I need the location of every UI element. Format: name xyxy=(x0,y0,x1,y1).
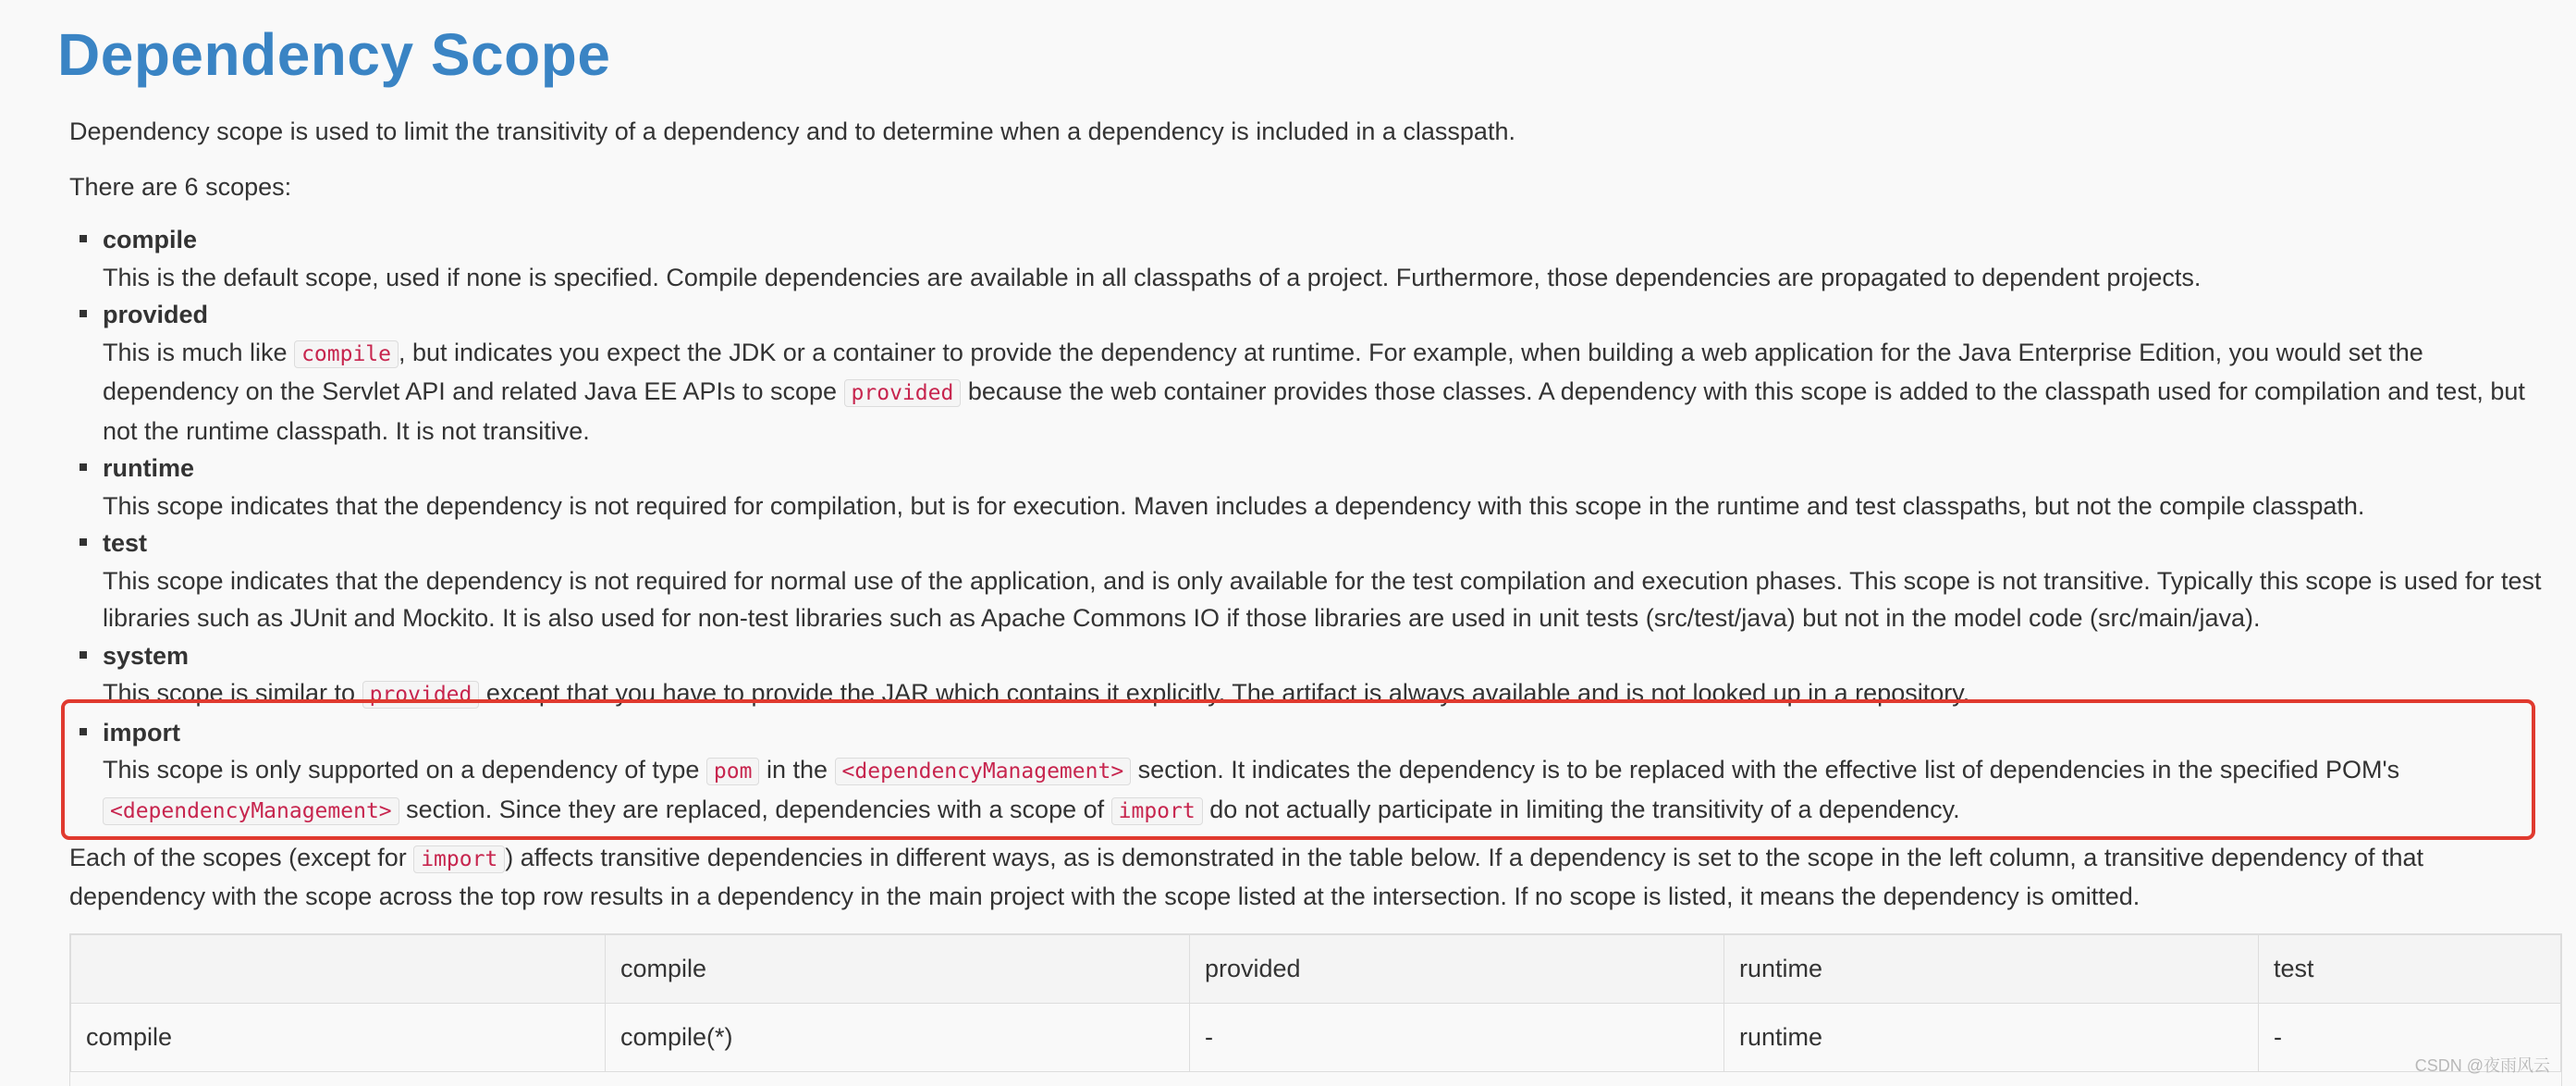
table-cell: - xyxy=(2259,1004,2561,1072)
table-cell: runtime xyxy=(1724,1004,2259,1072)
table-cell: compile(*) xyxy=(606,1004,1190,1072)
table-header-cell: compile xyxy=(606,935,1190,1004)
scope-item-runtime xyxy=(69,450,2557,524)
table-intro-after: ) affects transitive dependencies in different ways, as is demonstrated in the table below. If a dependency is set to the scope in the left column, a transitive dependency of that dependency with the scope across the top row results in a dependency in the main project with the scope listed at the intersection. If no scope is listed, it means the dependency is omitted. xyxy=(69,844,2424,910)
inline-code: <dependencyManagement> xyxy=(835,758,1132,785)
scope-name: provided xyxy=(103,301,209,328)
inline-code: import xyxy=(1111,797,1203,825)
scope-description xyxy=(103,259,2557,297)
description-text: This is the default scope, used if none is specified. Compile dependencies are available in all classpaths of a project. Furthermore, those dependencies are propagated to dependent projects. xyxy=(103,263,2202,291)
table-cell: - xyxy=(1190,1004,1724,1072)
table-header-cell xyxy=(71,935,606,1004)
square-bullet-icon xyxy=(80,651,87,659)
description-text: except that you have to provide the JAR which contains it explicitly. The artifact is always available and is not looked up in a repository. xyxy=(479,679,1970,707)
scope-description xyxy=(103,562,2557,637)
scope-table xyxy=(70,934,2561,1072)
import-highlight-box xyxy=(61,699,2535,840)
square-bullet-icon xyxy=(80,235,87,242)
watermark: CSDN @夜雨风云 xyxy=(2414,1056,2550,1075)
scope-item-test xyxy=(69,524,2557,637)
description-text: because the web container provides those classes. A dependency with this scope is added to the classpath used for compilation and test, but not the runtime classpath. It is not transitive. xyxy=(103,377,2525,445)
table-row xyxy=(71,1004,2561,1072)
table-intro-before: Each of the scopes (except for xyxy=(69,844,414,871)
table-header-cell: test xyxy=(2259,935,2561,1004)
description-text: section. It indicates the dependency is to be replaced with the effective list of dependencies in the specified POM's xyxy=(1131,756,2400,784)
square-bullet-icon xyxy=(80,463,87,471)
inline-code: <dependencyManagement> xyxy=(103,797,399,825)
table-header-row xyxy=(71,935,2561,1004)
table-intro-paragraph xyxy=(69,839,2557,915)
description-text: section. Since they are replaced, dependencies with a scope of xyxy=(399,795,1111,823)
description-text: This is much like xyxy=(103,338,295,366)
table-header-cell: runtime xyxy=(1724,935,2259,1004)
inline-code: compile xyxy=(294,340,399,368)
inline-code: provided xyxy=(844,379,962,407)
inline-code: pom xyxy=(706,758,760,785)
description-text: in the xyxy=(759,756,835,784)
intro-paragraph: Dependency scope is used to limit the transitivity of a dependency and to determine when a dependency is included in a classpath. xyxy=(69,117,1515,145)
scope-description xyxy=(103,334,2557,450)
inline-code: provided xyxy=(362,681,480,709)
table-body xyxy=(71,1004,2561,1072)
scope-name: runtime xyxy=(103,454,195,482)
scope-count-line: There are 6 scopes: xyxy=(69,173,292,201)
table-cell: compile xyxy=(71,1004,606,1072)
scope-name: test xyxy=(103,529,148,557)
scope-name: system xyxy=(103,641,190,670)
table-header-cell: provided xyxy=(1190,935,1724,1004)
description-text: This scope indicates that the dependency is not required for normal use of the application, and is only available for the test compilation and execution phases. This scope is not transitive. Typically this scope is used for test libraries such as JUnit and Mockito. It is also used for non-test libraries such as Apache Commons IO if those libraries are used in unit tests (src/test/java) but not in the model code (src/main/java). xyxy=(103,566,2542,632)
scope-description xyxy=(103,487,2557,525)
description-text: This scope is only supported on a dependency of type xyxy=(103,756,706,784)
scope-name: compile xyxy=(103,226,198,253)
scope-name: import xyxy=(103,718,180,747)
description-text: do not actually participate in limiting the transitivity of a dependency. xyxy=(1202,795,1960,823)
page-title: Dependency Scope xyxy=(57,21,611,88)
table-intro-code: import xyxy=(413,845,505,873)
description-text: , but indicates you expect the JDK or a container to provide the dependency at runtime. For example, when building a web application for the Java Enterprise Edition, you would set the dependency on the Servlet API and related Java EE APIs to scope xyxy=(103,338,2423,405)
scope-item-provided xyxy=(69,296,2557,450)
description-text: This scope is similar to xyxy=(103,679,362,707)
scope-item-compile xyxy=(69,221,2557,296)
square-bullet-icon xyxy=(80,310,87,317)
description-text: This scope indicates that the dependency is not required for compilation, but is for execution. Maven includes a dependency with this scope in the runtime and test classpaths, but not the compile classpath. xyxy=(103,491,2365,520)
scope-table-wrapper xyxy=(69,933,2562,1086)
square-bullet-icon xyxy=(80,538,87,546)
